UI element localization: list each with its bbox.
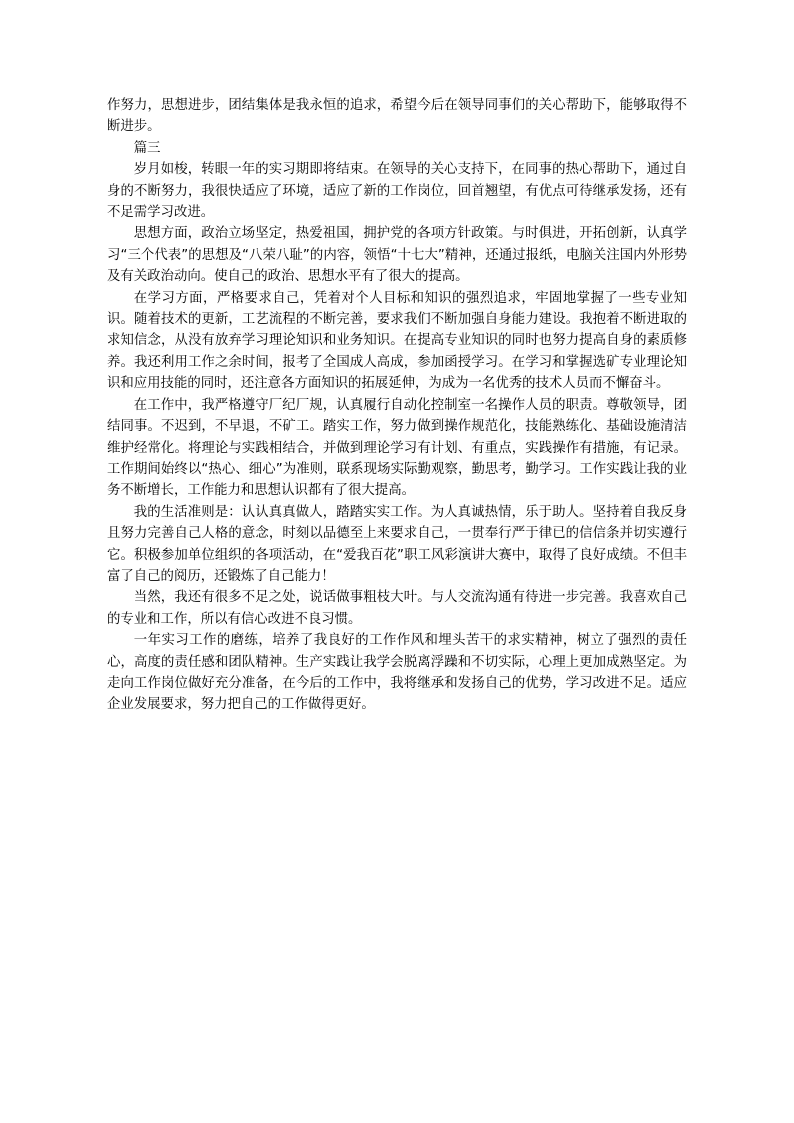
paragraph-work: 在工作中，我严格遵守厂纪厂规，认真履行自动化控制室一名操作人员的职责。尊敬领导，团结同事。不迟到，不早退，不矿工。踏实工作，努力做到操作规范化，技能熟练化、基础设施清洁维护经常化。将理论与实践相结合，并做到理论学习有计划、有重点，实践操作有措施，有记录。工作期间始终以“热心、细心”为准则，联系现场实际勤观察，勤思考，勤学习。工作实践让我的业务不断增长，工作能力和思想认识都有了很大提高。 [107,397,687,499]
lead-paragraph: 作努力，思想进步，团结集体是我永恒的追求，希望今后在领导同事们的关心帮助下，能够取得不断进步。 [107,98,687,135]
paragraph-intro: 岁月如梭，转眼一年的实习期即将结束。在领导的关心支持下，在同事的热心帮助下，通过自身的不断努力，我很快适应了环境，适应了新的工作岗位，回首翘望，有优点可待继承发扬，还有不足需学习改进。 [107,162,687,221]
section-label: 篇三 [133,140,161,156]
paragraph-ideology: 思想方面，政治立场坚定，热爱祖国，拥护党的各项方针政策。与时俱进，开拓创新，认真学习“三个代表”的思想及“八荣八耻”的内容，领悟“十七大”精神，还通过报纸，电脑关注国内外形势及有关政治动向。使自己的政治、思想水平有了很大的提高。 [107,226,687,285]
paragraph-study: 在学习方面，严格要求自己，凭着对个人目标和知识的强烈追求，牢固地掌握了一些专业知识。随着技术的更新，工艺流程的不断完善，要求我们不断加强自身能力建设。我抱着不断进取的求知信念，从没有放弃学习理论知识和业务知识。在提高专业知识的同时也努力提高自身的素质修养。我还利用工作之余时间，报考了全国成人高成，参加函授学习。在学习和掌握选矿专业理论知识和应用技能的同时，还注意各方面知识的拓展延伸，为成为一名优秀的技术人员而不懈奋斗。 [107,290,687,392]
paragraph-life: 我的生活准则是：认认真真做人，踏踏实实工作。为人真诚热情，乐于助人。坚持着自我反身且努力完善自己人格的意念，时刻以品德至上来要求自己，一贯奉行严于律已的信信条并切实遵行它。积极参加单位组织的各项活动，在“爱我百花”职工风彩演讲大赛中，取得了良好成绩。不但丰富了自己的阅历，还锻炼了自己能力！ [107,504,687,584]
paragraph-conclusion: 一年实习工作的磨练，培养了我良好的工作作风和埋头苦干的求实精神，树立了强烈的责任心，高度的责任感和团队精神。生产实践让我学会脱离浮躁和不切实际，心理上更加成熟坚定。为走向工作岗位做好充分准备，在今后的工作中，我将继承和发扬自己的优势，学习改进不足。适应企业发展要求，努力把自己的工作做得更好。 [107,633,687,713]
paragraph-shortcomings: 当然，我还有很多不足之处，说话做事粗枝大叶。与人交流沟通有待进一步完善。我喜欢自己的专业和工作，所以有信心改进不良习惯。 [107,590,687,627]
document-page [107,95,687,716]
